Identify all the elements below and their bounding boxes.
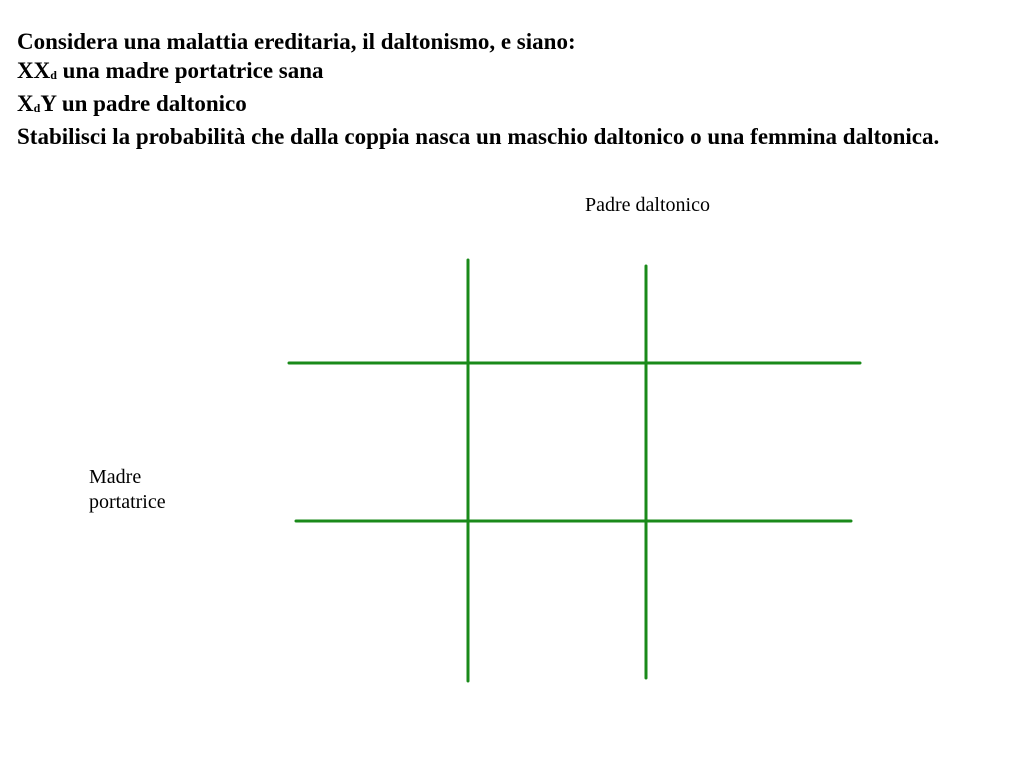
mother-label-line-2: portatrice: [89, 491, 166, 513]
mother-genotype-base: XX: [17, 58, 51, 83]
father-genotype-subscript: d: [33, 101, 41, 115]
mother-label-line-1: Madre: [89, 466, 142, 488]
father-label: Padre daltonico: [585, 194, 710, 216]
problem-intro: Considera una malattia ereditaria, il daltonismo, e siano:: [17, 29, 576, 54]
father-genotype-base: X: [17, 91, 34, 116]
father-genotype-y: Y: [40, 91, 57, 116]
father-genotype-description: un padre daltonico: [56, 91, 247, 116]
mother-genotype-description: una madre portatrice sana: [56, 58, 324, 83]
problem-question: Stabilisci la probabilità che dalla coppia nasca un maschio daltonico o una femmina daltonica.: [17, 124, 940, 149]
mother-genotype-subscript: d: [50, 68, 57, 82]
